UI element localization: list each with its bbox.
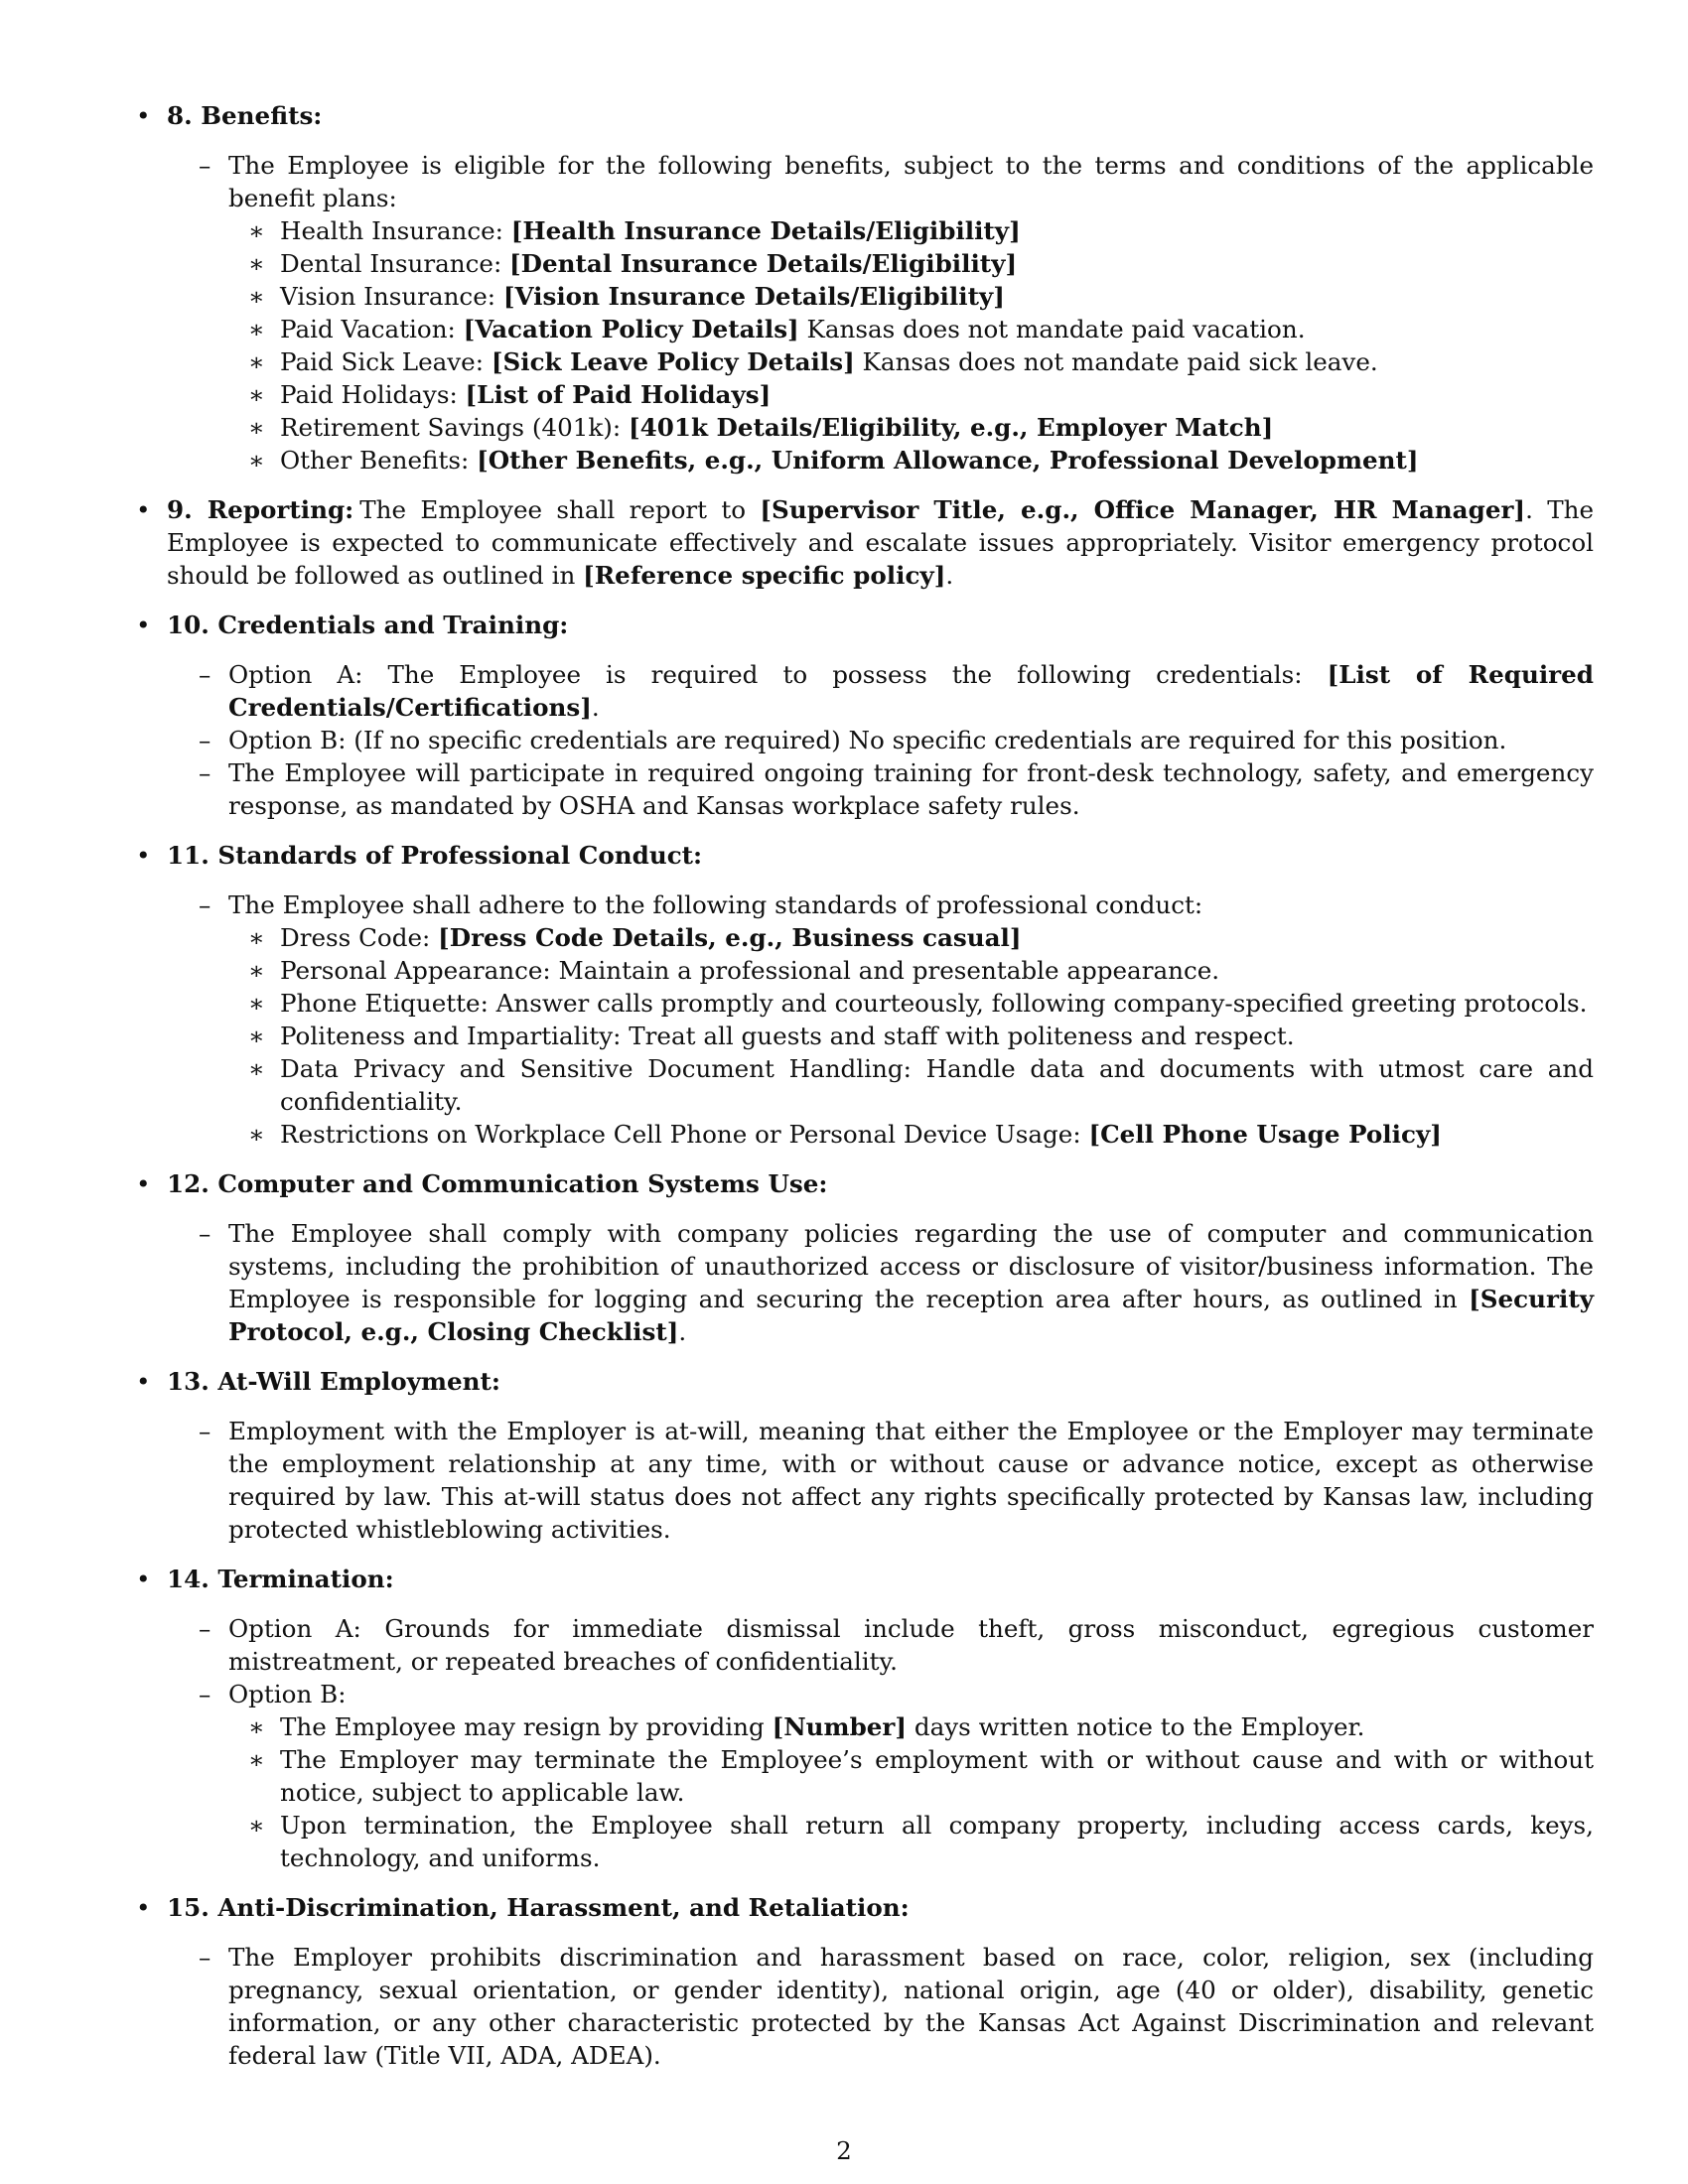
section-computer-use — [134, 1167, 1594, 1348]
section-anti-discrimination — [134, 1891, 1594, 2072]
credentials-training: – The Employee will participate in required ongoing training for front-desk technology, safety, and emergency response, as mandated by OSHA and Kansas workplace safety rules. — [199, 758, 1594, 820]
section-conduct — [134, 839, 1594, 1151]
benefits-intro: – The Employee is eligible for the following benefits, subject to the terms and conditions of the applicable benefit plans: ∗ Health Insurance: [Health Insurance Details/Eligibility] ∗ Dental Insurance: [Dental Insurance Details/Eligibility] ∗ Vision Insurance: [Vision Insurance Details/Eligibility] ∗ Paid Vacation: [Vacation Policy Details] Kansas does not mandate paid vacation. ∗ Paid Sick Leave: [Sick Leave Policy Details] Kansas does not mandate paid sick leave. ∗ Paid Holidays: [List of Paid Holidays] ∗ Retirement Savings (401k): [401k Details/Eligibility, e.g., Employer Match] ∗ Other Benefits: [Other Benefits, e.g., Uniform Allowance, Professional Development] — [199, 151, 1594, 475]
document-page — [134, 99, 1594, 2089]
section-title-benefits: • 8. Benefits: — [167, 101, 323, 130]
list-item: ∗ Politeness and Impartiality: Treat all guests and staff with politeness and respect. — [248, 1022, 1295, 1050]
list-item: ∗ Paid Vacation: [Vacation Policy Details] Kansas does not mandate paid vacation. — [248, 315, 1306, 343]
section-benefits — [134, 99, 1594, 477]
section-at-will — [134, 1365, 1594, 1546]
credentials-option-a: – Option A: The Employee is required to possess the following credentials: [List of Required Credentials/Certifications]. — [199, 660, 1594, 722]
section-title-termination: • 14. Termination: — [167, 1565, 394, 1593]
termination-list — [228, 1710, 1594, 1874]
section-credentials — [134, 609, 1594, 822]
conduct-list — [228, 921, 1594, 1151]
list-item: ∗ Dental Insurance: [Dental Insurance Details/Eligibility] — [248, 249, 1018, 278]
at-will-text: – Employment with the Employer is at-will, meaning that either the Employee or the Employer may terminate the employment relationship at any time, with or without cause or advance notice, except as otherwise required by law. This at-will status does not affect any rights specifically protected by Kansas law, including protected whistleblowing activities. — [199, 1417, 1594, 1544]
list-item: ∗ Retirement Savings (401k): [401k Details/Eligibility, e.g., Employer Match] — [248, 413, 1274, 442]
list-item: ∗ Upon termination, the Employee shall return all company property, including access cards, keys, technology, and uniforms. — [248, 1811, 1594, 1872]
list-item: ∗ The Employer may terminate the Employee’s employment with or without cause and with or without notice, subject to applicable law. — [248, 1745, 1594, 1807]
section-termination — [134, 1563, 1594, 1874]
list-item: ∗ Other Benefits: [Other Benefits, e.g., Uniform Allowance, Professional Development] — [248, 446, 1419, 475]
section-title-anti-discrimination: • 15. Anti-Discrimination, Harassment, and Retaliation: — [167, 1893, 910, 1922]
termination-option-a: – Option A: Grounds for immediate dismissal include theft, gross misconduct, egregious customer mistreatment, or repeated breaches of confidentiality. — [199, 1614, 1594, 1676]
section-title-computer-use: • 12. Computer and Communication Systems Use: — [167, 1169, 828, 1198]
section-title-credentials: • 10. Credentials and Training: — [167, 611, 569, 639]
section-title-conduct: • 11. Standards of Professional Conduct: — [167, 841, 703, 870]
anti-discrimination-text: – The Employer prohibits discrimination and harassment based on race, color, religion, sex (including pregnancy, sexual orientation, or gender identity), national origin, age (40 or older), disability, genetic information, or any other characteristic protected by the Kansas Act Against Discrimination and relevant federal law (Title VII, ADA, ADEA). — [199, 1943, 1594, 2070]
list-item: ∗ Dress Code: [Dress Code Details, e.g., Business casual] — [248, 923, 1022, 952]
list-item: ∗ Paid Holidays: [List of Paid Holidays] — [248, 380, 772, 409]
page-number: 2 — [836, 2136, 852, 2165]
termination-option-b: – Option B: ∗ The Employee may resign by providing [Number] days written notice to the Employer. ∗ The Employer may terminate the Employee’s employment with or without cause and with or without notice, subject to applicable law. ∗ Upon termination, the Employee shall return all company property, including access cards, keys, technology, and uniforms. — [199, 1680, 1594, 1872]
section-title-reporting: 9. Reporting: — [167, 495, 354, 524]
section-title-at-will: • 13. At-Will Employment: — [167, 1367, 500, 1396]
list-item: ∗ Phone Etiquette: Answer calls promptly and courteously, following company-specified greeting protocols. — [248, 989, 1588, 1018]
conduct-intro: – The Employee shall adhere to the following standards of professional conduct: ∗ Dress Code: [Dress Code Details, e.g., Business casual] ∗ Personal Appearance: Maintain a professional and presentable appearance. ∗ Phone Etiquette: Answer calls promptly and courteously, following company-specified greeting protocols. ∗ Politeness and Impartiality: Treat all guests and staff with politeness and respect. ∗ Data Privacy and Sensitive Document Handling: Handle data and documents with utmost care and confidentiality. ∗ Restrictions on Workplace Cell Phone or Personal Device Usage: [Cell Phone Usage Policy] — [199, 890, 1594, 1149]
list-item: ∗ Health Insurance: [Health Insurance Details/Eligibility] — [248, 216, 1021, 245]
computer-use-text: – The Employee shall comply with company policies regarding the use of computer and communication systems, including the prohibition of unauthorized access or disclosure of visitor/business information. The Employee is responsible for logging and securing the reception area after hours, as outlined in [Security Protocol, e.g., Closing Checklist]. — [199, 1219, 1594, 1346]
section-reporting: • 9. Reporting: The Employee shall report to [Supervisor Title, e.g., Office Manager, HR Manager]. The Employee is expected to communicate effectively and escalate issues appropriately. Visitor emergency protocol should be followed as outlined in [Reference specific policy]. — [134, 493, 1594, 592]
credentials-option-b: – Option B: (If no specific credentials are required) No specific credentials are required for this position. — [199, 726, 1507, 754]
list-item: ∗ Data Privacy and Sensitive Document Handling: Handle data and documents with utmost care and confidentiality. — [248, 1054, 1594, 1116]
list-item: ∗ Vision Insurance: [Vision Insurance Details/Eligibility] — [248, 282, 1005, 311]
list-item: ∗ Paid Sick Leave: [Sick Leave Policy Details] Kansas does not mandate paid sick leave. — [248, 347, 1378, 376]
benefits-list — [228, 214, 1594, 477]
list-item: ∗ Restrictions on Workplace Cell Phone or Personal Device Usage: [Cell Phone Usage Policy] — [248, 1120, 1442, 1149]
list-item: ∗ Personal Appearance: Maintain a professional and presentable appearance. — [248, 956, 1220, 985]
list-item: ∗ The Employee may resign by providing [Number] days written notice to the Employer. — [248, 1712, 1365, 1741]
